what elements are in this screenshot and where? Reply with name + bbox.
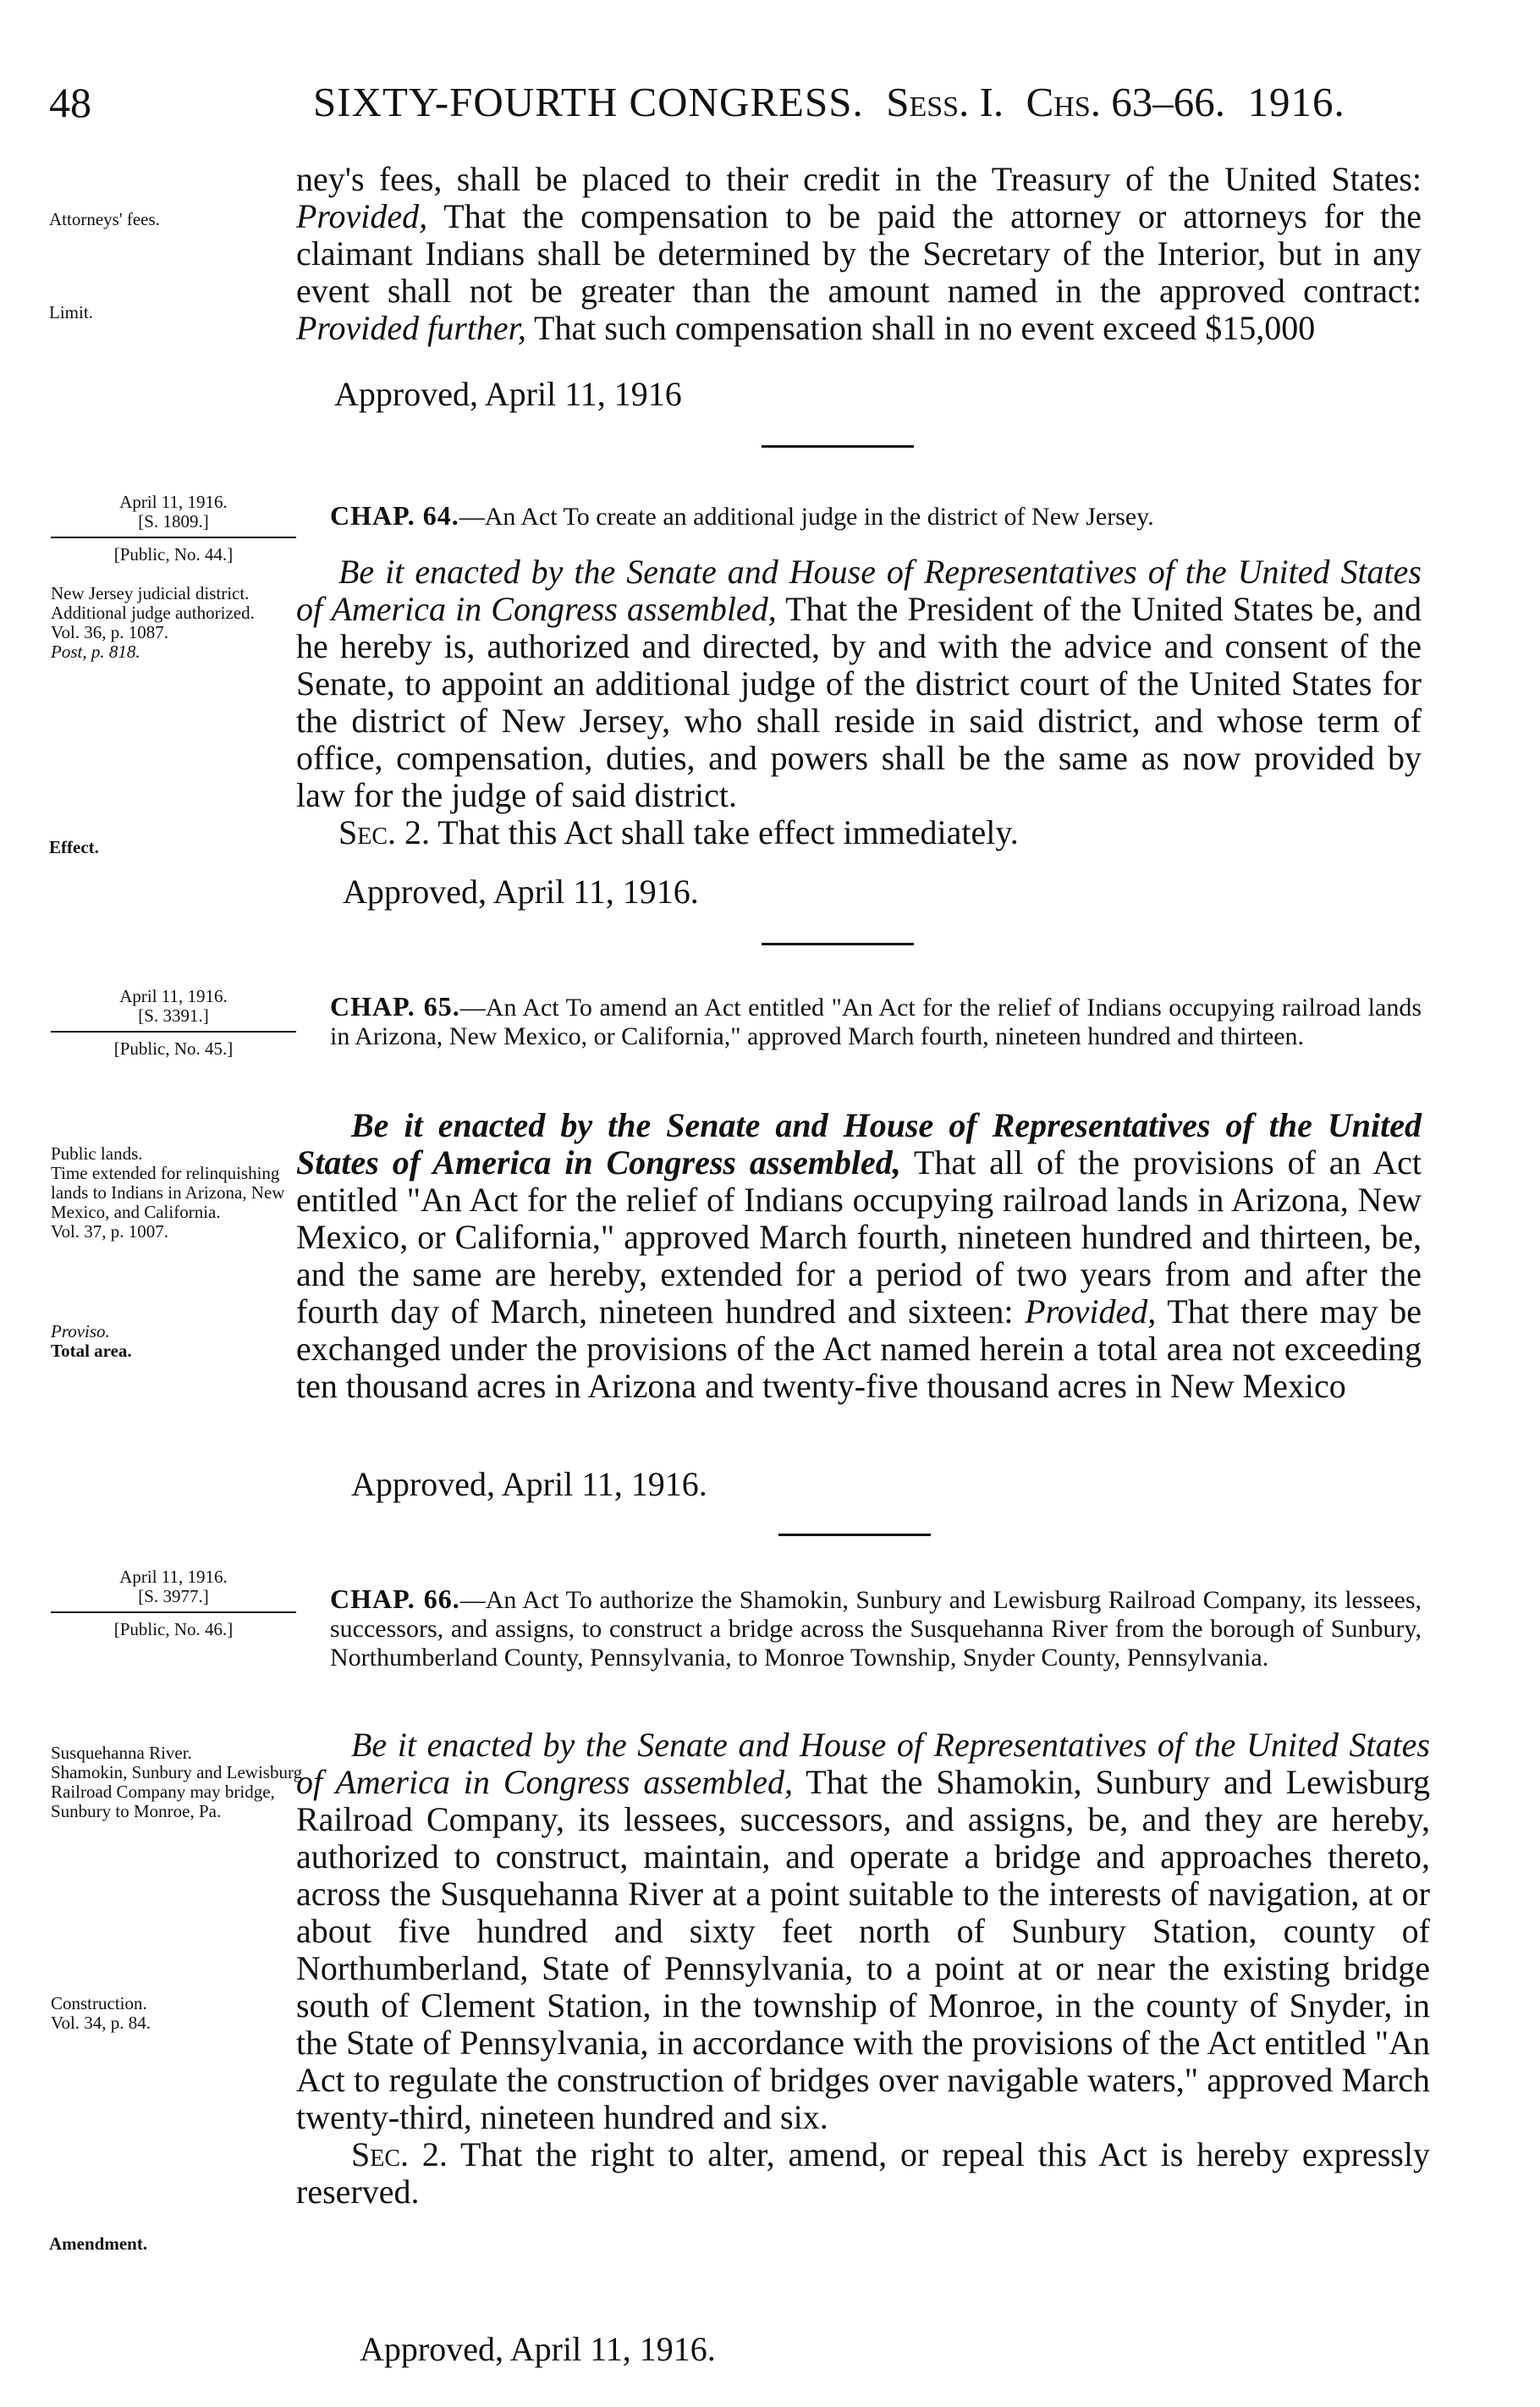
margin-note: Vol. 37, p. 1007. [51, 1221, 169, 1242]
chap64-sec2-label: Sec. 2. [338, 813, 431, 851]
chap64-margin-bill: [S. 1809.] [138, 511, 209, 532]
chap66-text: That the Shamokin, Sunbury and Lewisburg Railroad Company, its lessees, successors, and assigns, be, and they are hereby, authorized to construct, maintain, and operate a bridge and approaches thereto, across the Susquehanna River at a point suitable to the interests of navigation, at or about five hundred and sixty feet north of Sunbury Station, county of Northumberland, State of Pennsylvania, to a point at or near the existing bridge south of Clement Station, in the township of Monroe, in the county of Snyder, in the State of Pennsylvania, in accordance with the provisions of the Act entitled "An Act to regulate the construction of bridges over navigable waters," approved March twenty-third, nineteen hundred and six. [296, 1763, 1430, 2136]
chap64-margin-public: [Public, No. 44.] [113, 544, 234, 565]
margin-note-construction: Construction. [51, 1993, 147, 2013]
margin-note: Time extended for relinquishing lands to Indians in Arizona, New Mexico, and California. [51, 1163, 285, 1222]
chap64-text: That the President of the United States be, and he hereby is, authorized and directed, by and with the advice and consent of the Senate, to appoint an additional judge of the district court of the United States for the district of New Jersey, who shall reside in said district, and whose term of office, compensation, duties, and powers shall be the same as now provided by law for the judge of said district. [296, 590, 1422, 814]
chap64-margin-effect: Effect. [49, 837, 99, 857]
page-number: 48 [49, 79, 91, 126]
chap65-title-text: —An Act To amend an Act entitled "An Act for the relief of Indians occupying railroad lands in Arizona, New Mexico, or California," approved March fourth, nineteen hundred and thirteen. [330, 994, 1422, 1050]
margin-note: New Jersey judicial district. [51, 583, 250, 603]
margin-note-proviso: Proviso. [51, 1321, 110, 1341]
margin-note: Post, p. 818. [51, 642, 140, 662]
chap64-body [296, 554, 1422, 851]
chap66-sec2-text: That the right to alter, amend, or repeal this Act is hereby expressly reserved. [296, 2135, 1430, 2211]
chap66-margin-construction [51, 1994, 296, 2033]
chap64-sec2-text: That this Act shall take effect immediately. [430, 813, 1019, 851]
margin-note: Shamokin, Sunbury and Lewisburg Railroad Company may bridge, Sunbury to Monroe, Pa. [51, 1762, 303, 1821]
running-head-year: 1916. [1247, 79, 1345, 125]
margin-note-vol: Vol. 34, p. 84. [51, 2013, 151, 2033]
chap65-margin-proviso [51, 1322, 296, 1361]
chap63-text-b: That the compensation to be paid the attorney or attorneys for the claimant Indians shall be determined by the Secretary of the Interior, but in any event shall not be greater than the amount named in the approved contract: [296, 197, 1422, 310]
chap66-title [330, 1584, 1422, 1672]
chap64-enacting: Be it enacted by the Senate and House of Representatives of the United States of America in Congress assembled, [296, 553, 1422, 628]
chap66-margin-date: April 11, 1916. [119, 1567, 228, 1587]
chap65-text-a: That all of the provisions of an Act entitled "An Act for the relief of Indians occupying railroad lands in Arizona, New Mexico, or California," approved March fourth, nineteen hundred and thirteen, be, and the same are hereby, extended for a period of two years from and after the fourth day of March, nineteen hundred and sixteen: [296, 1143, 1422, 1330]
chap64-title-text: —An Act To create an additional judge in the district of New Jersey. [459, 503, 1154, 531]
chap65-margin-public: [Public, No. 45.] [113, 1038, 234, 1059]
chap63-text-c: That such compensation shall in no event exceed $15,000 [525, 309, 1316, 347]
margin-note-limit: Limit. [49, 302, 93, 322]
margin-note-attorneys-fees: Attorneys' fees. [49, 209, 160, 229]
chap63-provided-further: Provided further, [296, 309, 526, 347]
chap63-provided: Provided, [296, 197, 428, 235]
chap66-body [296, 1727, 1430, 2211]
chap63-approved: Approved, April 11, 1916 [334, 375, 682, 413]
running-head [313, 78, 1345, 126]
section-divider [778, 1534, 931, 1536]
running-head-session: Sess. I. [886, 79, 1004, 125]
chap66-margin-bill: [S. 3977.] [138, 1586, 209, 1606]
chap64-margin-header [51, 493, 296, 565]
chap65-text-b: That there may be exchanged under the provisions of the Act named herein a total area not exceeding ten thousand acres in Arizona and twenty-five thousand acres in New Mexico [296, 1292, 1422, 1405]
chap65-enacting: Be it enacted by the Senate and House of Representatives of the United States of America in Congress assembled, [296, 1106, 1422, 1181]
chap65-margin-bill: [S. 3391.] [138, 1005, 209, 1026]
margin-note: Vol. 36, p. 1087. [51, 622, 169, 642]
running-head-chapters: Chs. 63–66. [1026, 79, 1226, 125]
chap66-margin-header [51, 1567, 296, 1639]
chap66-title-text: —An Act To authorize the Shamokin, Sunbury and Lewisburg Railroad Company, its lessees, successors, and assigns, to construct a bridge across the Susquehanna River from the borough of Sunbury, Northumberland County, Pennsylvania, to Monroe Township, Snyder County, Pennsylvania. [330, 1586, 1422, 1672]
chap64-margin-date: April 11, 1916. [119, 492, 228, 512]
chap65-label: CHAP. 65. [330, 991, 460, 1022]
section-divider [762, 445, 914, 448]
chap66-margin-public: [Public, No. 46.] [113, 1619, 234, 1639]
chap66-label: CHAP. 66. [330, 1584, 460, 1614]
margin-rule [51, 537, 296, 538]
margin-note-total-area: Total area. [51, 1341, 132, 1361]
chap64-title [330, 501, 1422, 532]
chap66-margin-amendment: Amendment. [49, 2233, 148, 2254]
chap65-approved: Approved, April 11, 1916. [351, 1465, 707, 1503]
chap65-provided: Provided, [1025, 1292, 1157, 1330]
chap66-sec2-label: Sec. 2. [351, 2135, 448, 2173]
chap66-margin-notes [51, 1743, 305, 1821]
margin-note: Public lands. [51, 1143, 143, 1164]
margin-rule [51, 1611, 296, 1613]
margin-rule [51, 1031, 296, 1033]
chap65-body [296, 1107, 1422, 1405]
section-divider [762, 943, 914, 945]
chap63-text-a: ney's fees, shall be placed to their credit in the Treasury of the United States: [296, 160, 1422, 198]
chap65-margin-date: April 11, 1916. [119, 986, 228, 1006]
chap63-body [296, 161, 1422, 347]
margin-note: Susquehanna River. [51, 1743, 192, 1763]
chap66-enacting: Be it enacted by the Senate and House of Representatives of the United States of America in Congress assembled, [296, 1726, 1430, 1801]
chap64-label: CHAP. 64. [330, 500, 459, 531]
chap64-approved: Approved, April 11, 1916. [343, 873, 699, 911]
margin-note: Additional judge authorized. [51, 603, 255, 623]
chap65-margin-header [51, 987, 296, 1059]
chap64-margin-notes [51, 584, 292, 662]
chap65-title [330, 992, 1422, 1051]
chap66-approved: Approved, April 11, 1916. [360, 2330, 716, 2368]
running-head-title: SIXTY-FOURTH CONGRESS. [313, 79, 864, 125]
chap65-margin-notes [51, 1144, 296, 1242]
